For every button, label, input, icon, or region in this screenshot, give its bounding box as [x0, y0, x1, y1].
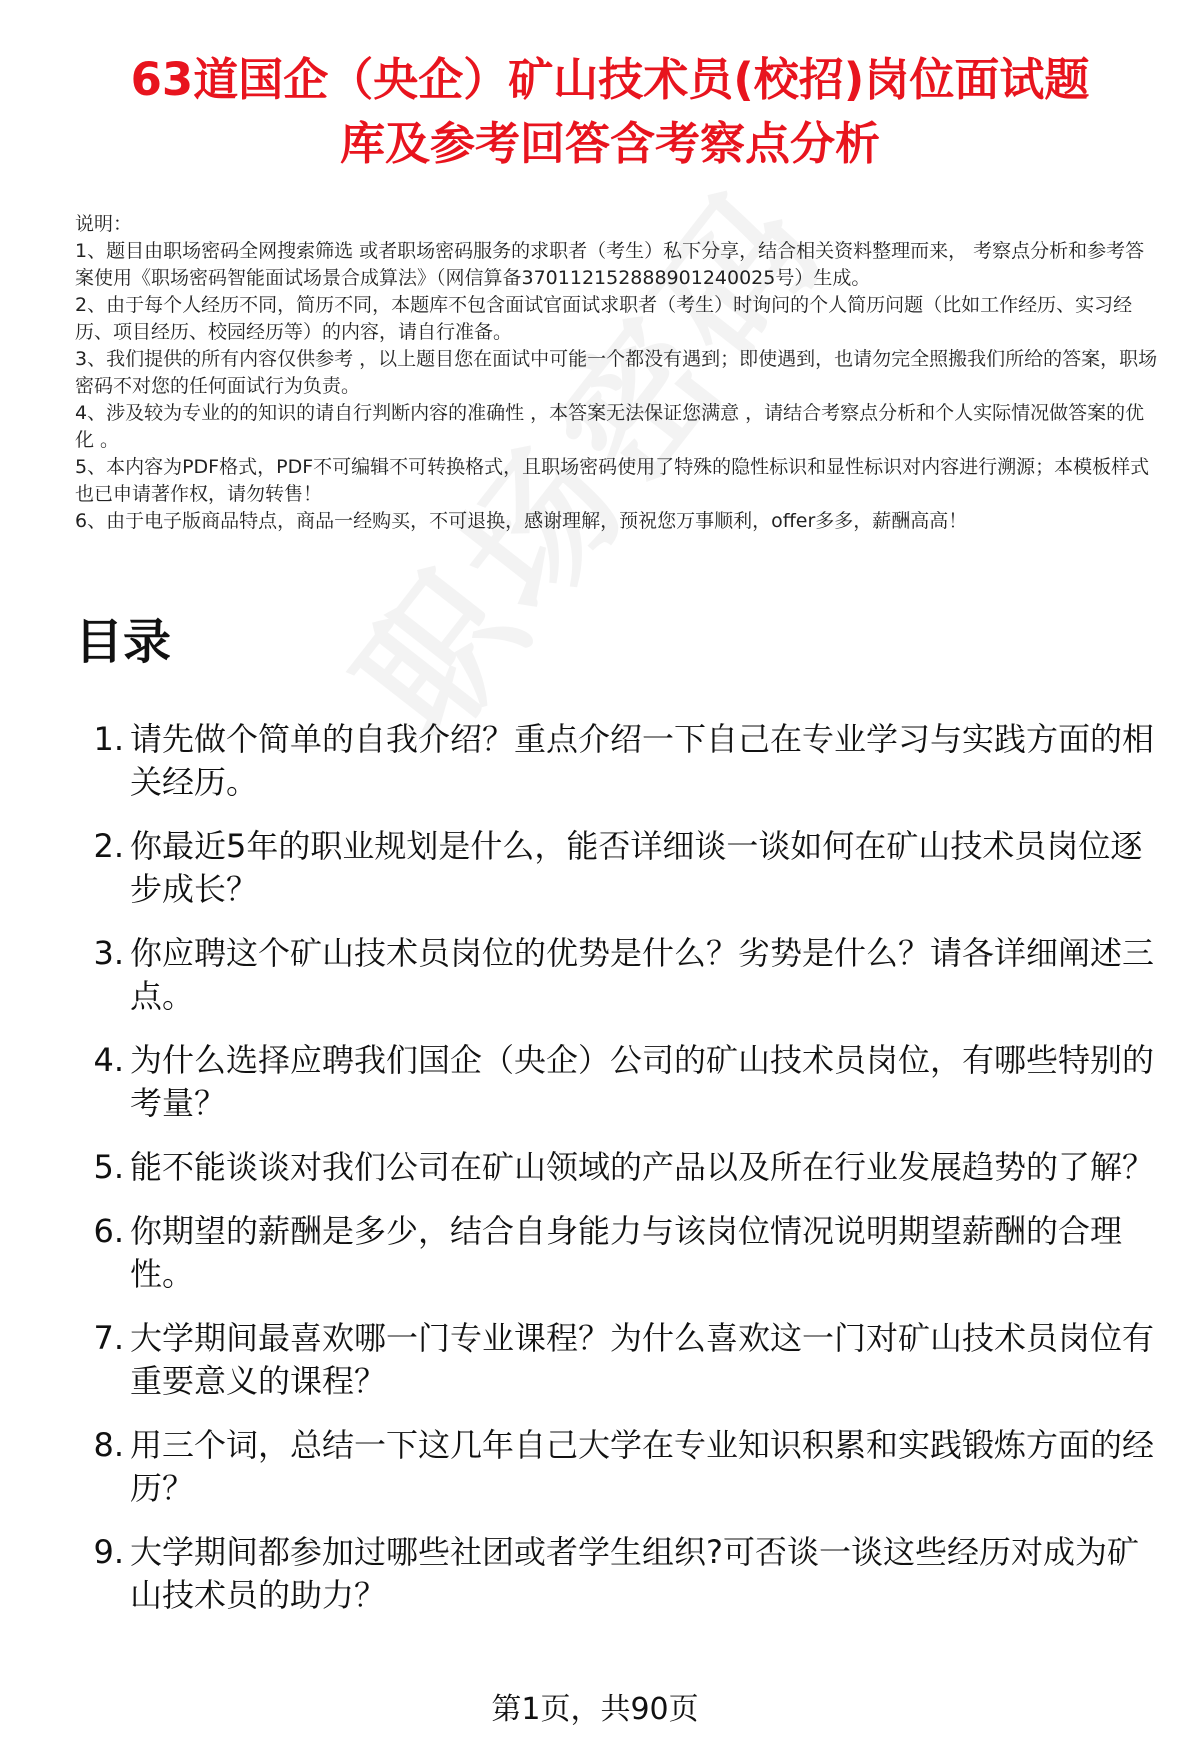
toc-item-text[interactable]: 你期望的薪酬是多少，结合自身能力与该岗位情况说明期望薪酬的合理性。	[130, 1212, 1123, 1293]
toc-item-number: 3.	[93, 934, 124, 972]
toc-item-text[interactable]: 能不能谈谈对我们公司在矿山领域的产品以及所在行业发展趋势的了解？	[130, 1148, 1155, 1186]
notes-heading: 说明：	[75, 213, 133, 235]
toc-item-number: 1.	[93, 720, 124, 758]
document-title	[60, 48, 1160, 176]
page-number: 第1页，共90页	[491, 1692, 699, 1727]
toc-item[interactable]	[70, 1146, 1170, 1189]
title-line-2: 库及参考回答含考察点分析	[339, 117, 880, 170]
toc-item-text[interactable]: 大学期间最喜欢哪一门专业课程？为什么喜欢这一门对矿山技术员岗位有重要意义的课程？	[130, 1319, 1155, 1400]
toc-item-number: 5.	[93, 1148, 124, 1186]
toc-item-text[interactable]: 为什么选择应聘我们国企（央企）公司的矿山技术员岗位，有哪些特别的考量？	[130, 1041, 1155, 1122]
toc-item-text[interactable]: 大学期间都参加过哪些社团或者学生组织?可否谈一谈这些经历对成为矿山技术员的助力？	[130, 1533, 1139, 1614]
note-item: 6、由于电子版商品特点，商品一经购买，不可退换，感谢理解，预祝您万事顺利，offer多多，薪酬高高！	[75, 510, 968, 532]
toc-heading: 目录	[75, 614, 172, 670]
toc-item-text[interactable]: 你应聘这个矿山技术员岗位的优势是什么？劣势是什么？请各详细阐述三点。	[130, 934, 1155, 1015]
note-item: 1、题目由职场密码全网搜索筛选 或者职场密码服务的求职者（考生）私下分享，结合相关资料整理而来， 考察点分析和参考答案使用《职场密码智能面试场景合成算法》（网信算备370112152888901240025号）生成。	[75, 240, 1145, 289]
toc-item[interactable]	[70, 1531, 1170, 1617]
toc-item-text[interactable]: 请先做个简单的自我介绍？重点介绍一下自己在专业学习与实践方面的相关经历。	[130, 720, 1155, 801]
toc-item[interactable]	[70, 718, 1170, 804]
toc-item-text[interactable]: 用三个词，总结一下这几年自己大学在专业知识积累和实践锻炼方面的经历？	[130, 1426, 1155, 1507]
title-line-1: 63道国企（央企）矿山技术员(校招)岗位面试题	[130, 53, 1090, 106]
toc-item-number: 4.	[93, 1041, 124, 1079]
note-item: 5、本内容为PDF格式，PDF不可编辑不可转换格式，且职场密码使用了特殊的隐性标识和显性标识对内容进行溯源；本模板样式也已申请著作权，请勿转售！	[75, 456, 1150, 505]
toc-item[interactable]	[70, 1039, 1170, 1125]
toc-item-number: 8.	[93, 1426, 124, 1464]
toc-item[interactable]	[70, 932, 1170, 1018]
toc-item-number: 6.	[93, 1212, 124, 1250]
toc-item[interactable]	[70, 825, 1170, 911]
toc-item[interactable]	[70, 1210, 1170, 1296]
note-item: 3、我们提供的所有内容仅供参考 ，以上题目您在面试中可能一个都没有遇到；即使遇到，也请勿完全照搬我们所给的答案，职场密码不对您的任何面试行为负责。	[75, 348, 1158, 397]
note-item: 4、涉及较为专业的的知识的请自行判断内容的准确性 ，本答案无法保证您满意 ，请结合考察点分析和个人实际情况做答案的优化 。	[75, 402, 1145, 451]
notes-section	[75, 211, 1163, 535]
toc-item-number: 7.	[93, 1319, 124, 1357]
toc-item-number: 2.	[93, 827, 124, 865]
toc-item[interactable]	[70, 1424, 1170, 1510]
toc-item-number: 9.	[93, 1533, 124, 1571]
toc-list	[70, 718, 1170, 1638]
toc-item-text[interactable]: 你最近5年的职业规划是什么，能否详细谈一谈如何在矿山技术员岗位逐步成长？	[130, 827, 1143, 908]
note-item: 2、由于每个人经历不同，简历不同，本题库不包含面试官面试求职者（考生）时询问的个人简历问题（比如工作经历、实习经历、项目经历、校园经历等）的内容，请自行准备。	[75, 294, 1133, 343]
toc-item[interactable]	[70, 1317, 1170, 1403]
